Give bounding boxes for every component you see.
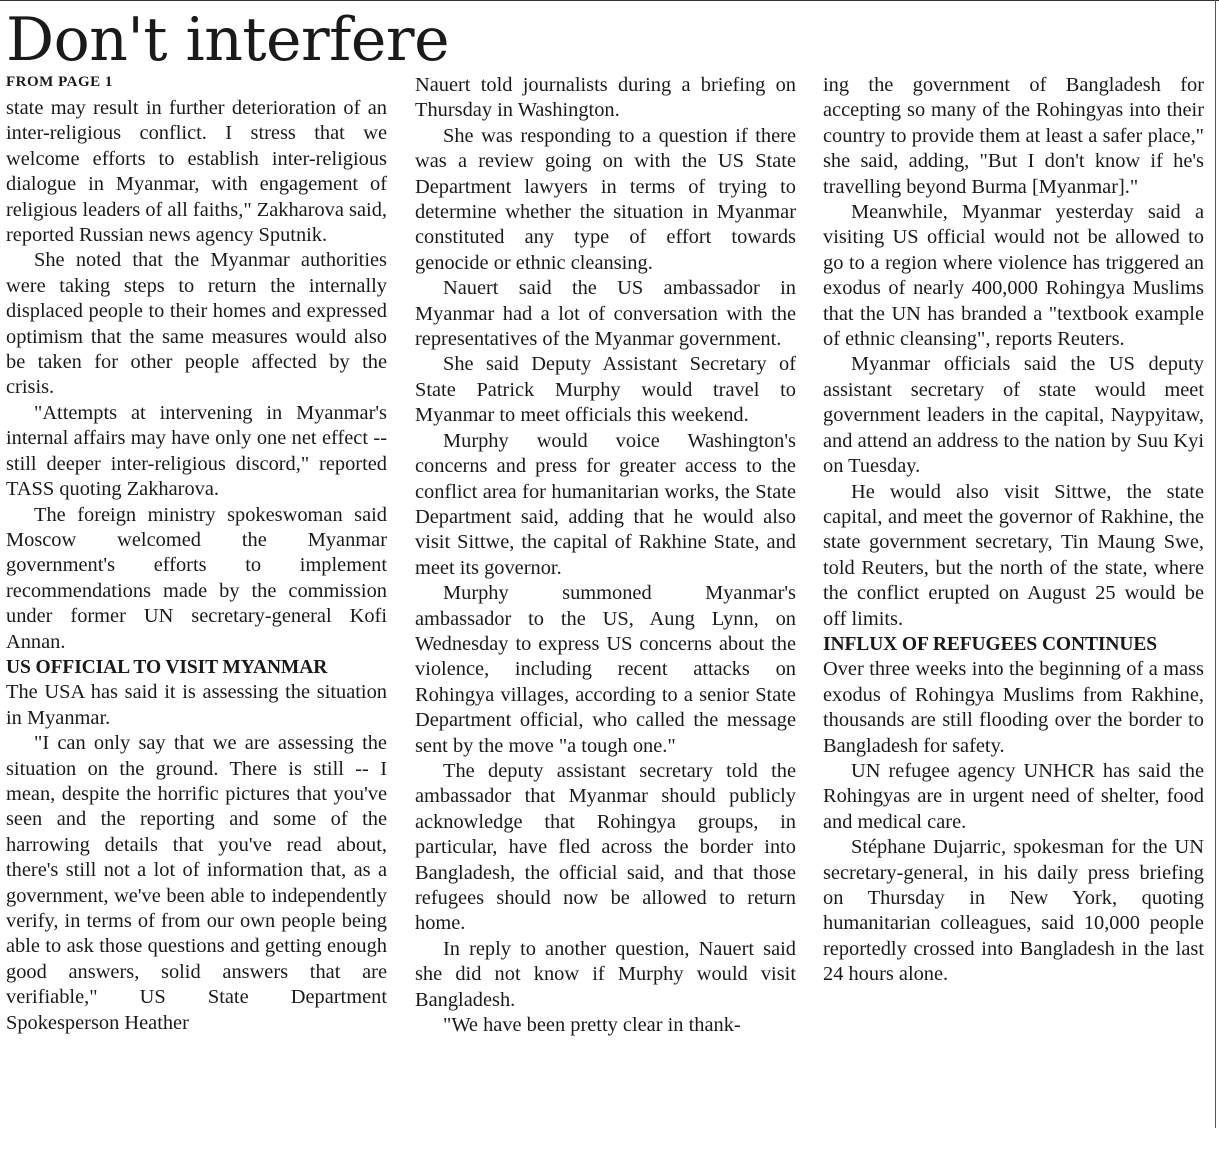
paragraph: She said Deputy Assistant Secretary of State Patrick Murphy would travel to Myanmar to meet officials this weekend. [415, 353, 796, 427]
paragraph: He would also visit Sittwe, the state capital, and meet the governor of Rakhine, the state government secretary, Tin Maung Swe, told Reuters, but the north of the state, where the conflict erupted on August 25 would be off limits. [823, 480, 1204, 630]
paragraph: "I can only say that we are assessing the situation on the ground. There is still -- I mean, despite the horrific pictures that you've seen and the reporting and some of the harrowing details that you've read about, there's still not a lot of information that, as a government, we've been able to independently verify, in terms of from our own people being able to ask those questions and getting enough good answers, solid answers that are verifiable," US State Department Spokesperson Heather [6, 732, 387, 1034]
paragraph: Nauert told journalists during a briefing on Thursday in Washington. [415, 74, 796, 122]
paragraph: The deputy assistant secretary told the ambassador that Myanmar should publicly acknowledge that Rohingya groups, in particular, have fled across the border into Bangladesh, the official said, and that those refugees should now be allowed to return home. [415, 759, 796, 935]
paragraph: Stéphane Dujarric, spokesman for the UN secretary-general, in his daily press briefing on Thursday in New York, quoting humanitarian colleagues, said 10,000 people reportedly crossed into Bangladesh in the last 24 hours alone. [823, 836, 1204, 986]
paragraph: The foreign ministry spokeswoman said Moscow welcomed the Myanmar government's efforts to implement recommendations made by the commission under former UN secretary-general Kofi Annan. [6, 503, 387, 653]
paragraph: "We have been pretty clear in thank- [443, 1014, 741, 1037]
paragraph: Murphy would voice Washington's concerns and press for greater access to the conflict area for humanitarian works, the State Department said, adding that he would also visit Sittwe, the capital of Rakhine State, and meet its governor. [415, 429, 796, 579]
paragraph: Myanmar officials said the US deputy assistant secretary of state would meet government leaders in the capital, Naypyitaw, and attend an address to the nation by Suu Kyi on Tuesday. [823, 353, 1204, 478]
paragraph: Meanwhile, Myanmar yesterday said a visiting US official would not be allowed to go to a region where violence has triggered an exodus of nearly 400,000 Rohingya Muslims that the UN has branded a "textbook example of ethnic cleansing", reports Reuters. [823, 201, 1204, 351]
column-2 [415, 73, 796, 1038]
right-column-rule [1215, 0, 1216, 1128]
paragraph: state may result in further deterioration of an inter-religious conflict. I stress that we welcome efforts to establish inter-religious dialogue in Myanmar, with engagement of religious leaders of all faiths," Zakharova said, reported Russian news agency Sputnik. [6, 97, 387, 247]
paragraph: She noted that the Myanmar authorities were taking steps to return the internally displaced people to their homes and expressed optimism that the same measures would also be taken for other people affected by the crisis. [6, 249, 387, 399]
column-1 [6, 96, 387, 1036]
paragraph: Over three weeks into the beginning of a mass exodus of Rohingya Muslims from Rakhine, thousands are still flooding over the border to Bangladesh for safety. [823, 658, 1204, 757]
column-3 [823, 73, 1204, 988]
subheading: INFLUX OF REFUGEES CONTINUES [823, 633, 1157, 655]
paragraph: In reply to another question, Nauert said she did not know if Murphy would visit Bangladesh. [415, 937, 796, 1011]
subheading: US OFFICIAL TO VISIT MYANMAR [6, 656, 328, 678]
paragraph: ing the government of Bangladesh for accepting so many of the Rohingyas into their country to provide them at least a safer place," she said, adding, "But I don't know if he's travelling beyond Burma [Myanmar]." [823, 74, 1204, 198]
paragraph: The USA has said it is assessing the situation in Myanmar. [6, 681, 387, 729]
kicker-from-page: FROM PAGE 1 [6, 74, 113, 90]
paragraph: Murphy summoned Myanmar's ambassador to the US, Aung Lynn, on Wednesday to express US concerns about the violence, including recent attacks on Rohingya villages, according to a senior State Department official, who called the message sent by the move "a tough one." [415, 582, 796, 757]
top-rule [0, 0, 1219, 1]
paragraph: UN refugee agency UNHCR has said the Rohingyas are in urgent need of shelter, food and medical care. [823, 759, 1204, 833]
paragraph: She was responding to a question if there was a review going on with the US State Department lawyers in terms of trying to determine whether the situation in Myanmar constituted any type of effort towards genocide or ethnic cleansing. [415, 124, 796, 274]
paragraph: "Attempts at intervening in Myanmar's internal affairs may have only one net effect -- still deeper inter-religious discord," reported TASS quoting Zakharova. [6, 401, 387, 501]
paragraph: Nauert said the US ambassador in Myanmar had a lot of conversation with the representatives of the Myanmar government. [415, 277, 796, 351]
headline: Don't interfere [6, 5, 450, 75]
